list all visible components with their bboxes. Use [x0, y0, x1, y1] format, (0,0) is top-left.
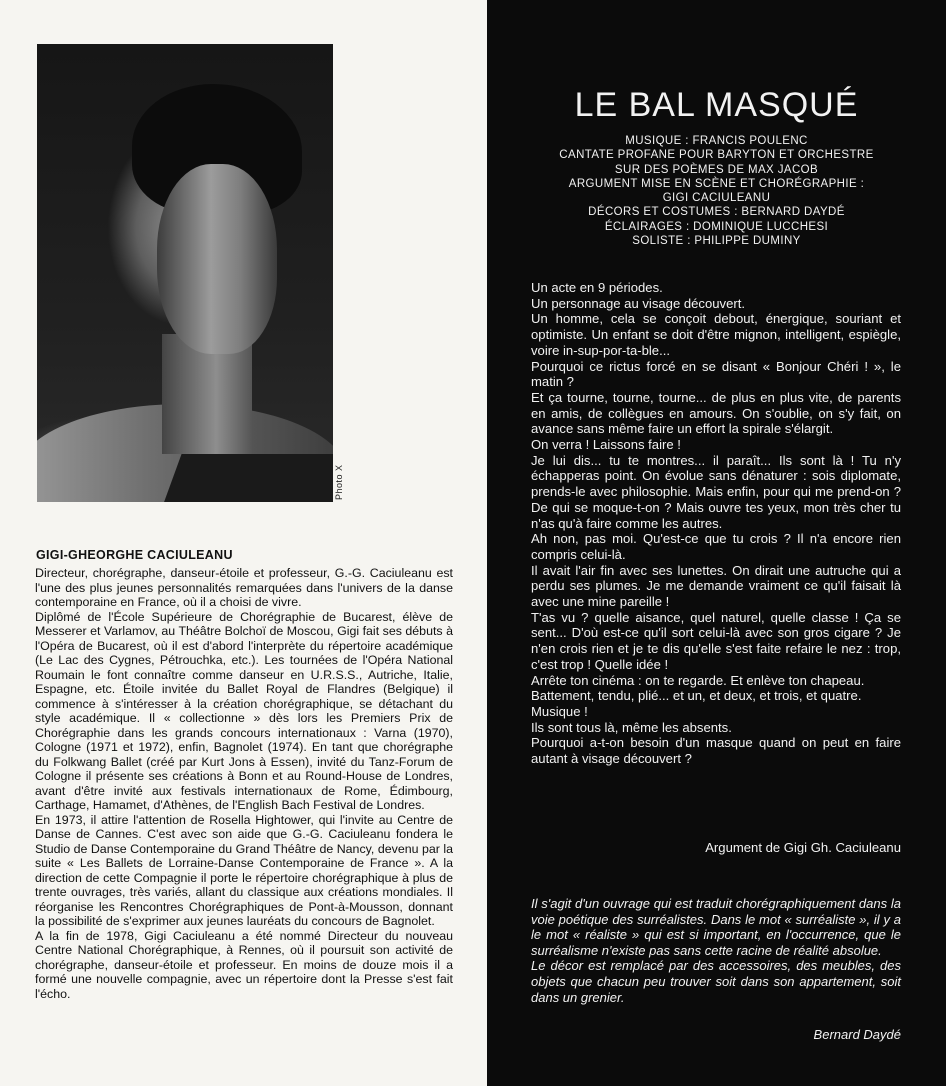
portrait-face [157, 164, 277, 354]
dancer-portrait-photo [37, 44, 333, 502]
argument-line: Il avait l'air fin avec ses lunettes. On dirait une autruche qui a perdu ses plumes. Je me demande vraiment ce qu'il faisait là avec une mine pareille ! [531, 562, 901, 610]
argument-line: T'as vu ? quelle aisance, quel naturel, quelle classe ! Ça se sent... D'où est-ce qu'il sort celui-là avec son gros cigare ? Je n'en crois rien et je te dis qu'elle s'est faite refaire le nez : trop, c'est trop ! Quelle idée ! [531, 609, 901, 672]
photo-credit: Photo X [334, 464, 344, 500]
quote-paragraph: Le décor est remplacé par des accessoires, des meubles, des objets que chacun peu trouver soit dans son appartement, soit dans un grenier. [531, 958, 901, 1005]
argument-line: Et ça tourne, tourne, tourne... de plus en plus vite, de parents en amis, de collègues en amours. On s'oublie, on s'y fait, on avance sans même faire un effort la spirale s'élargit. [531, 389, 901, 437]
credit-line: ÉCLAIRAGES : DOMINIQUE LUCCHESI [604, 220, 829, 233]
biography-paragraph: A la fin de 1978, Gigi Caciuleanu a été nommé Directeur du nouveau Centre National Chorégraphique, à Rennes, où il poursuit son activité de chorégraphe, danseur-étoile et professeur. En moins de douze mois il a formé une nouvelle compagnie, avec un répertoire dont la Presse s'est fait l'écho. [35, 928, 453, 1001]
argument-line: Musique ! [531, 703, 588, 719]
argument-line: Un personnage au visage découvert. [531, 295, 746, 311]
credit-line: SOLISTE : PHILIPPE DUMINY [632, 235, 801, 248]
production-credits [487, 134, 946, 248]
ballet-title: LE BAL MASQUÉ [574, 86, 859, 124]
quote-paragraph: Il s'agit d'un ouvrage qui est traduit chorégraphiquement dans la voie poétique des surréalistes. Dans le mot « surréaliste », il y a le mot « réaliste » qui est si important, en l'occurrence, que le surréalisme n'existe pas sans cette racine de réalité absolue. [531, 896, 901, 958]
biography-paragraph: En 1973, il attire l'attention de Rosella Hightower, qui l'invite au Centre de Danse de Cannes. C'est avec son aide que G.-G. Caciuleanu fondera le Studio de Danse Contemporaine du Grand Théâtre de Nancy, devenu par la suite « Les Ballets de Lorraine-Danse Contemporaine de France ». A la direction de cette Compagnie il porte le répertoire chorégraphique à plus de trente ouvrages, très variés, allant du classique aux créations mondiales. Il réorganise les Rencontres Chorégraphiques de Pont-à-Mousson, donnant la possibilité de s'exprimer aux jeunes lauréats du concours de Bagnolet. [35, 812, 453, 928]
argument-line: Un homme, cela se conçoit debout, énergique, souriant et optimiste. Un enfant se doit d'être mignon, intelligent, espiègle, voire in-sup-por-ta-ble... [531, 311, 901, 358]
quote-signature: Bernard Daydé [813, 1027, 901, 1042]
biography-text [35, 566, 453, 1001]
biography-paragraph: Diplômé de l'École Supérieure de Chorégraphie de Bucarest, élève de Messerer et Varlamov, au Théâtre Bolchoï de Moscou, Gigi fait ses débuts à l'Opéra de Bucarest, où il est d'abord l'interprète du répertoire académique (Le Lac des Cygnes, Pétrouchka, etc.). Les tournées de l'Opéra National Roumain le font connaître comme danseur en U.R.S.S., Autriche, Italie, Espagne, etc. Étoile invitée du Ballet Royal de Flandres (Belgique) il commence à s'intéresser à la création chorégraphique, se détachant du style académique. Il « collectionne » dès lors les Premiers Prix de Chorégraphie dans les grands concours internationaux : Varna (1970), Cologne (1971 et 1972), enfin, Bagnolet (1974). En tant que chorégraphe du Folkwang Ballet (créé par Kurt Jons à Essen), invité du Tanz-Forum de Cologne il présente ses créations à Bonn et au Round-House de Londres, avant d'être invité aux festivals internationaux de Rome, Édimbourg, Carthage, Hamamet, d'Athènes, de l'English Bach Festival de Londres. [35, 609, 453, 812]
argument-line: Je lui dis... tu te montres... il paraît... Ils sont là ! Tu n'y échapperas point. On évolue sans dénaturer : sois diplomate, prends-le avec philosophie. Mais enfin, pour qui me prend-on ? De qui se moque-t-on ? Mais ouvre tes yeux, mon très cher tu n'as qu'à faire comme les autres. [531, 452, 901, 531]
argument-line: Pourquoi ce rictus forcé en se disant « Bonjour Chéri ! », le matin ? [531, 358, 901, 390]
argument-signature: Argument de Gigi Gh. Caciuleanu [705, 840, 901, 855]
credit-line: CANTATE PROFANE POUR BARYTON ET ORCHESTRE [559, 149, 874, 162]
biography-title: GIGI-GHEORGHE CACIULEANU [36, 548, 233, 562]
argument-line: Pourquoi a-t-on besoin d'un masque quand on peut en faire autant à visage découvert ? [531, 735, 901, 767]
argument-line: Battement, tendu, plié... et un, et deux, et trois, et quatre. [531, 688, 862, 704]
portrait-shirt [152, 454, 333, 502]
ballet-argument [531, 280, 901, 767]
designer-quote [531, 896, 901, 1005]
argument-line: On verra ! Laissons faire ! [531, 437, 681, 453]
argument-line: Ah non, pas moi. Qu'est-ce que tu crois ? Il n'a encore rien compris celui-là. [531, 531, 901, 562]
credit-line: MUSIQUE : FRANCIS POULENC [625, 135, 808, 147]
credit-line: ARGUMENT MISE EN SCÈNE ET CHORÉGRAPHIE : [568, 177, 865, 190]
credit-line: GIGI CACIULEANU [662, 192, 771, 205]
argument-line: Un acte en 9 périodes. [531, 280, 663, 295]
argument-line: Ils sont tous là, même les absents. [531, 719, 732, 735]
right-column [487, 0, 946, 1086]
credit-line: SUR DES POÈMES DE MAX JACOB [614, 163, 819, 176]
credit-line: DÉCORS ET COSTUMES : BERNARD DAYDÉ [588, 206, 845, 219]
argument-line: Arrête ton cinéma : on te regarde. Et enlève ton chapeau. [531, 672, 865, 688]
biography-paragraph: Directeur, chorégraphe, danseur-étoile et professeur, G.-G. Caciuleanu est l'une des plus jeunes personnalités remarquées dans l'univers de la danse contemporaine en France, où il a choisi de vivre. [35, 566, 453, 609]
